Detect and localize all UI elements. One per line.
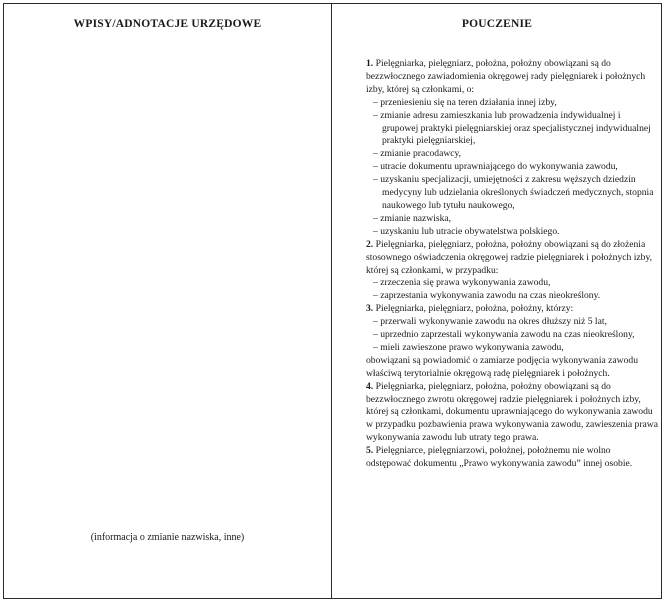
item-bullet: – przerwali wykonywanie zawodu na okres dłuższy niż 5 lat, bbox=[366, 316, 658, 329]
item-bullet: – uprzednio zaprzestali wykonywania zawodu na czas nieokreślony, bbox=[366, 329, 658, 342]
instruction-item-3 bbox=[366, 303, 658, 380]
item-bullet: – zmianie adresu zamieszkania lub prowadzenia indywidualnej i grupowej praktyki pielęgniarskiej oraz specjalistycznej indywidualnej praktyki pielęgniarskiej, bbox=[366, 110, 658, 149]
instruction-item-1 bbox=[366, 58, 658, 239]
item-intro: Pielęgniarka, pielęgniarz, położna, położny obowiązani są do złożenia stosownego oświadczenia okręgowej radzie pielęgniarek i położnych izby, której są członkami, w przypadku: bbox=[366, 238, 653, 276]
instruction-list bbox=[366, 58, 658, 471]
item-intro: Pielęgniarce, pielęgniarzowi, położnej, położnemu nie wolno odstępować dokumentu „Prawo wykonywania zawodu” innej osobie. bbox=[366, 445, 633, 470]
left-column-header: WPISY/ADNOTACJE URZĘDOWE bbox=[73, 18, 262, 30]
item-intro: Pielęgniarka, pielęgniarz, położna, położny obowiązani są do bezzwłocznego zawiadomienia okręgowej rady pielęgniarek i położnych izby, której są członkami, o: bbox=[366, 58, 646, 95]
item-intro: Pielęgniarka, pielęgniarz, położna, położny, którzy: bbox=[375, 303, 574, 315]
instruction-item-2 bbox=[366, 239, 658, 304]
item-intro: Pielęgniarka, pielęgniarz, położna, położny obowiązani są do bezzwłocznego zwrotu okręgowej radzie pielęgniarek i położnych izby, której są członkami, dokumentu uprawniającego do wykonywania zawodu w przypadku pozbawienia prawa wykonywania zawodu, zawieszenia prawa wykonywania zawodu lub utraty tego prawa. bbox=[366, 380, 658, 444]
item-bullet: – zrzeczenia się prawa wykonywania zawodu, bbox=[366, 277, 658, 290]
left-column-note: (informacja o zmianie nazwiska, inne) bbox=[90, 532, 245, 543]
item-number: 4. bbox=[366, 380, 374, 392]
item-bullet: – zmianie pracodawcy, bbox=[366, 148, 658, 161]
item-number: 5. bbox=[366, 445, 374, 457]
item-outro: obowiązani są powiadomić o zamiarze podjęcia wykonywania zawodu właściwą terytorialnie okręgową radę pielęgniarek i położnych. bbox=[366, 354, 638, 379]
item-number: 2. bbox=[366, 238, 374, 250]
item-bullet: – uzyskaniu specjalizacji, umiejętności z zakresu węższych dziedzin medycyny lub udzielania określonych świadczeń medycznych, stopnia naukowego lub tytułu naukowego, bbox=[366, 174, 658, 213]
item-bullet: – przeniesieniu się na teren działania innej izby, bbox=[366, 97, 658, 110]
item-bullet: – zmianie nazwiska, bbox=[366, 213, 658, 226]
instruction-item-5 bbox=[366, 445, 658, 471]
item-bullet: – uzyskaniu lub utracie obywatelstwa polskiego. bbox=[366, 226, 658, 239]
right-column-header: POUCZENIE bbox=[461, 18, 533, 30]
item-number: 1. bbox=[366, 58, 374, 69]
item-bullet: – utracie dokumentu uprawniającego do wykonywania zawodu, bbox=[366, 161, 658, 174]
item-bullet: – mieli zawieszone prawo wykonywania zawodu, bbox=[366, 342, 658, 355]
column-divider bbox=[331, 3, 332, 599]
item-number: 3. bbox=[366, 303, 374, 315]
instruction-item-4 bbox=[366, 381, 658, 446]
item-bullet: – zaprzestania wykonywania zawodu na czas nieokreślony. bbox=[366, 290, 658, 303]
